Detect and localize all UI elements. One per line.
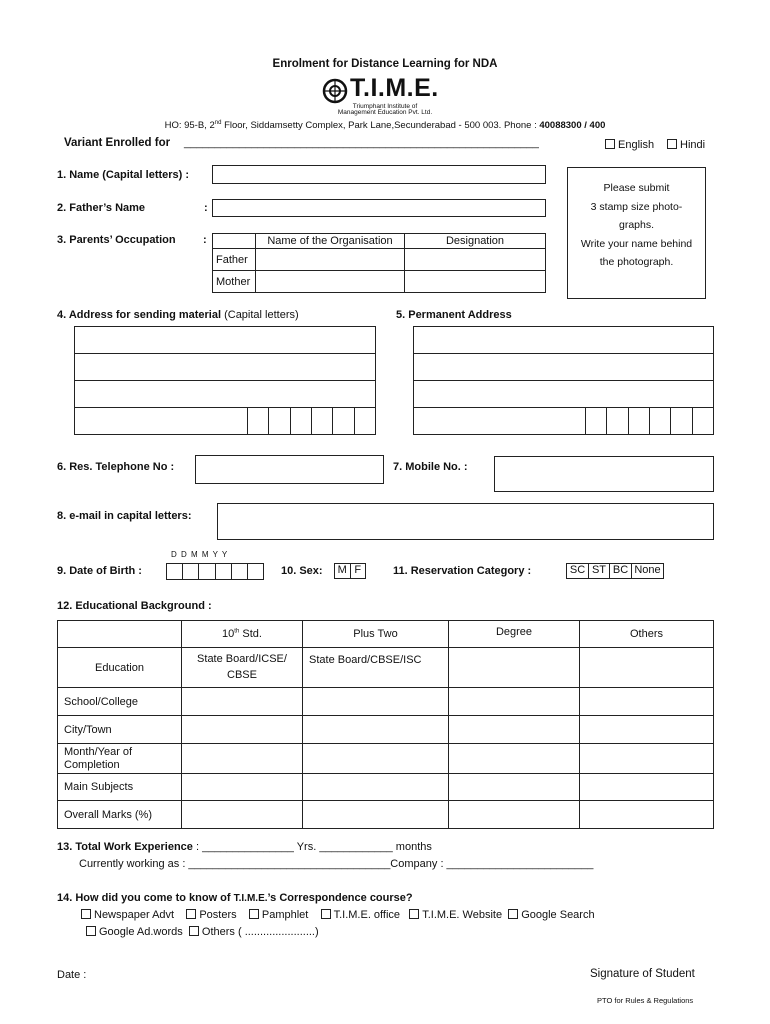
pin-cell[interactable] — [269, 408, 290, 435]
cell-input[interactable] — [303, 774, 449, 801]
school-college-label: School/College — [58, 688, 182, 716]
cell-input[interactable] — [580, 801, 714, 829]
cell-input[interactable] — [449, 716, 580, 744]
category-option-st[interactable]: ST — [589, 564, 610, 578]
cell-input[interactable] — [182, 774, 303, 801]
hindi-checkbox[interactable] — [667, 139, 677, 149]
father-name-label: 2. Father’s Name — [57, 202, 146, 214]
father-org-input[interactable] — [256, 249, 405, 271]
source-option[interactable]: T.I.M.E. Website — [409, 909, 502, 921]
category-options — [566, 563, 664, 579]
dob-cell[interactable] — [232, 564, 248, 579]
col-plus-two: Plus Two — [303, 621, 449, 648]
sending-address-grid[interactable] — [74, 326, 376, 435]
pin-cell[interactable] — [311, 408, 332, 435]
cell-input[interactable] — [580, 774, 714, 801]
dob-input[interactable] — [166, 563, 264, 580]
sex-option-m[interactable]: M — [335, 564, 351, 578]
father-colon: : — [204, 202, 208, 214]
col-others: Others — [580, 621, 714, 648]
checkbox-icon — [186, 909, 196, 919]
permanent-address-line[interactable] — [414, 408, 586, 435]
source-options-line1 — [81, 909, 595, 921]
currently-working-line: Currently working as : _________________________________Company : ________________________ — [79, 858, 594, 870]
photo-instructions-box: Please submit 3 stamp size photo- graphs. Write your name behind the photograph. — [567, 167, 706, 299]
mobile-label: 7. Mobile No. : — [393, 461, 468, 473]
checkbox-icon — [321, 909, 331, 919]
variant-blank[interactable]: __________________________________________________________ — [184, 137, 539, 149]
sex-options — [334, 563, 366, 579]
pin-cell[interactable] — [290, 408, 311, 435]
sex-label: 10. Sex: — [281, 565, 323, 577]
occupation-colon: : — [203, 234, 207, 246]
mother-row-label: Mother — [213, 271, 256, 293]
sending-address-label: 4. Address for sending material (Capital letters) — [57, 309, 299, 321]
cell-input[interactable] — [303, 688, 449, 716]
dob-cell[interactable] — [199, 564, 215, 579]
cell-input[interactable] — [182, 688, 303, 716]
overall-marks-label: Overall Marks (%) — [58, 801, 182, 829]
source-question: 14. How did you come to know of T.I.M.E.’s Correspondence course? — [57, 892, 413, 904]
education-table — [57, 620, 714, 829]
cell-input[interactable] — [580, 716, 714, 744]
res-phone-input[interactable] — [195, 455, 384, 484]
email-label: 8. e-mail in capital letters: — [57, 510, 192, 522]
category-option-sc[interactable]: SC — [567, 564, 589, 578]
sending-address-line[interactable] — [75, 327, 376, 354]
category-option-none[interactable]: None — [634, 564, 661, 576]
occupation-table — [212, 233, 546, 293]
month-year-label: Month/Year of Completion — [58, 744, 182, 774]
pin-cell[interactable] — [248, 408, 269, 435]
sending-address-line[interactable] — [75, 408, 248, 435]
father-designation-input[interactable] — [405, 249, 546, 271]
dob-format-hint: D D M M Y Y — [171, 550, 229, 559]
tenth-board: State Board/ICSE/ CBSE — [182, 648, 303, 688]
source-option[interactable]: Google Ad.words — [86, 926, 183, 938]
source-options-line2 — [86, 926, 319, 938]
cell-input[interactable] — [182, 801, 303, 829]
cell-input[interactable] — [182, 744, 303, 774]
logo-emblem-icon — [322, 78, 348, 104]
city-town-label: City/Town — [58, 716, 182, 744]
english-option[interactable]: English — [605, 139, 654, 151]
cell-input[interactable] — [449, 774, 580, 801]
logo-subtitle: Triumphant Institute of Management Education Pvt. Ltd. — [337, 103, 433, 116]
occupation-label: 3. Parents’ Occupation — [57, 234, 176, 246]
cell-input[interactable] — [580, 688, 714, 716]
cell-input[interactable] — [182, 716, 303, 744]
source-option[interactable]: Google Search — [508, 909, 594, 921]
checkbox-icon — [409, 909, 419, 919]
permanent-address-label: 5. Permanent Address — [396, 309, 512, 321]
sending-address-line[interactable] — [75, 381, 376, 408]
pin-cell[interactable] — [671, 408, 692, 435]
father-row-label: Father — [213, 249, 256, 271]
education-row-label: Education — [58, 648, 182, 688]
main-subjects-label: Main Subjects — [58, 774, 182, 801]
permanent-address-line[interactable] — [414, 327, 714, 354]
cell-input[interactable] — [303, 716, 449, 744]
checkbox-icon — [81, 909, 91, 919]
checkbox-icon — [249, 909, 259, 919]
signature-label: Signature of Student — [590, 968, 695, 980]
col-degree: Degree — [449, 621, 580, 648]
dob-cell[interactable] — [167, 564, 183, 579]
pin-cell[interactable] — [692, 408, 713, 435]
source-option[interactable]: T.I.M.E. office — [321, 909, 400, 921]
email-input[interactable] — [217, 503, 714, 540]
hindi-option[interactable]: Hindi — [667, 139, 705, 151]
source-option[interactable]: Pamphlet — [249, 909, 308, 921]
pin-cell[interactable] — [649, 408, 670, 435]
source-option[interactable]: Others ( .......................) — [189, 926, 319, 938]
degree-board-input[interactable] — [449, 648, 580, 688]
pin-cell[interactable] — [333, 408, 354, 435]
name-input[interactable] — [212, 165, 546, 184]
plus-two-board: State Board/CBSE/ISC — [303, 648, 449, 688]
category-label: 11. Reservation Category : — [393, 565, 532, 577]
checkbox-icon — [189, 926, 199, 936]
work-experience-line: 13. Total Work Experience : _______________ Yrs. ____________ months — [57, 841, 432, 853]
name-label: 1. Name (Capital letters) : — [57, 169, 190, 181]
mobile-input[interactable] — [494, 456, 714, 492]
pin-cell[interactable] — [628, 408, 649, 435]
form-title: Enrolment for Distance Learning for NDA — [272, 58, 498, 70]
pin-cell[interactable] — [354, 408, 375, 435]
sending-address-line[interactable] — [75, 354, 376, 381]
cell-input[interactable] — [303, 744, 449, 774]
date-label: Date : — [57, 969, 87, 981]
education-heading: 12. Educational Background : — [57, 600, 212, 612]
permanent-address-grid[interactable] — [413, 326, 714, 435]
res-phone-label: 6. Res. Telephone No : — [57, 461, 175, 473]
source-option[interactable]: Newspaper Advt — [81, 909, 174, 921]
head-office-address: HO: 95-B, 2nd Floor, Siddamsetty Complex, Park Lane,Secunderabad - 500 003. Phone : 40088300 / 400 — [164, 120, 606, 132]
cell-input[interactable] — [580, 744, 714, 774]
mother-designation-input[interactable] — [405, 271, 546, 293]
permanent-address-line[interactable] — [414, 381, 714, 408]
checkbox-icon — [86, 926, 96, 936]
others-board-input[interactable] — [580, 648, 714, 688]
designation-header: Designation — [405, 234, 546, 249]
dob-cell[interactable] — [183, 564, 199, 579]
logo-text: T.I.M.E. — [350, 74, 439, 102]
dob-cell[interactable] — [216, 564, 232, 579]
mother-org-input[interactable] — [256, 271, 405, 293]
category-option-bc[interactable]: BC — [610, 564, 632, 578]
pin-cell[interactable] — [586, 408, 607, 435]
cell-input[interactable] — [303, 801, 449, 829]
pto-note: PTO for Rules & Regulations — [597, 996, 694, 1005]
dob-label: 9. Date of Birth : — [57, 565, 142, 577]
cell-input[interactable] — [449, 688, 580, 716]
dob-cell[interactable] — [248, 564, 263, 579]
source-option[interactable]: Posters — [186, 909, 236, 921]
col-10th: 10th Std. — [182, 621, 303, 648]
variant-label: Variant Enrolled for — [64, 137, 171, 149]
pin-cell[interactable] — [607, 408, 628, 435]
cell-input[interactable] — [449, 801, 580, 829]
permanent-address-line[interactable] — [414, 354, 714, 381]
english-checkbox[interactable] — [605, 139, 615, 149]
cell-input[interactable] — [449, 744, 580, 774]
org-header: Name of the Organisation — [256, 234, 405, 249]
checkbox-icon — [508, 909, 518, 919]
father-name-input[interactable] — [212, 199, 546, 217]
sex-option-f[interactable]: F — [354, 564, 362, 576]
